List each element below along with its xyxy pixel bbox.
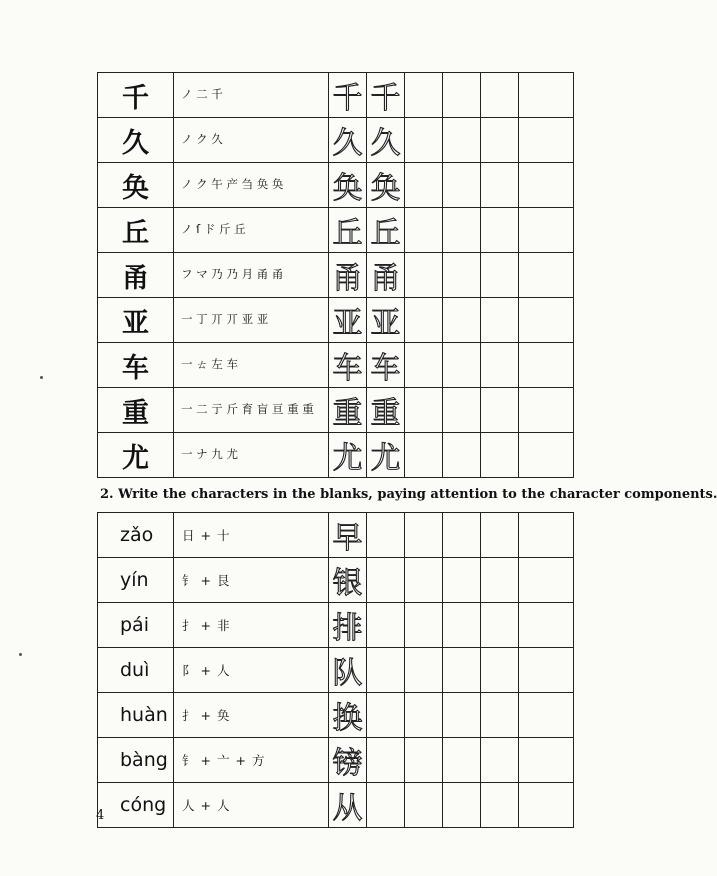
- pinyin: yín: [98, 558, 174, 603]
- trace-cell: [329, 693, 367, 738]
- component-row: [98, 603, 574, 648]
- trace-character: 尤: [332, 441, 363, 476]
- practice-cell[interactable]: [443, 73, 481, 118]
- component: 人: [182, 798, 195, 813]
- practice-cell[interactable]: [519, 603, 574, 648]
- component: 奂: [217, 708, 230, 723]
- practice-cell[interactable]: [405, 118, 443, 163]
- trace-character: 从: [332, 791, 363, 826]
- trace-character: 千: [332, 81, 363, 116]
- model-character: 甬: [98, 253, 174, 298]
- model-character: 久: [98, 118, 174, 163]
- practice-cell[interactable]: [481, 738, 519, 783]
- practice-cell[interactable]: [405, 513, 443, 558]
- component: 艮: [217, 573, 230, 588]
- trace-cell: [329, 558, 367, 603]
- trace-character: 奂: [332, 171, 363, 206]
- trace-cell-2: [367, 73, 405, 118]
- stroke-row: [98, 163, 574, 208]
- pinyin: cóng: [98, 783, 174, 828]
- practice-cell[interactable]: [519, 343, 574, 388]
- plus-sign: +: [200, 528, 211, 543]
- plus-sign: +: [200, 798, 211, 813]
- practice-cell[interactable]: [367, 558, 405, 603]
- trace-cell-2: [367, 433, 405, 478]
- practice-cell[interactable]: [443, 253, 481, 298]
- practice-cell[interactable]: [519, 783, 574, 828]
- practice-cell[interactable]: [519, 693, 574, 738]
- trace-character: 换: [332, 701, 363, 736]
- pinyin: zǎo: [98, 513, 174, 558]
- trace-cell-1: [329, 163, 367, 208]
- component: 阝: [182, 663, 195, 678]
- trace-cell: [329, 648, 367, 693]
- practice-cell[interactable]: [519, 253, 574, 298]
- practice-cell[interactable]: [405, 163, 443, 208]
- stroke-sequence: 一 二 亍 斤 育 盲 亘 重 重: [174, 388, 329, 433]
- stroke-row: [98, 73, 574, 118]
- practice-cell[interactable]: [367, 738, 405, 783]
- practice-cell[interactable]: [481, 648, 519, 693]
- trace-character: 丘: [332, 216, 363, 251]
- practice-cell[interactable]: [405, 603, 443, 648]
- practice-cell[interactable]: [443, 603, 481, 648]
- practice-cell[interactable]: [405, 73, 443, 118]
- trace-character: 银: [332, 566, 363, 601]
- stroke-sequence: 一 ㄊ 左 车: [174, 343, 329, 388]
- component: 人: [217, 663, 230, 678]
- plus-sign: +: [200, 753, 211, 768]
- practice-cell[interactable]: [519, 298, 574, 343]
- plus-sign: +: [200, 708, 211, 723]
- stroke-sequence: フ マ 乃 乃 月 甬 甬: [174, 253, 329, 298]
- model-character: 奂: [98, 163, 174, 208]
- trace-cell-1: [329, 118, 367, 163]
- practice-cell[interactable]: [443, 388, 481, 433]
- practice-cell[interactable]: [443, 738, 481, 783]
- plus-sign: +: [200, 618, 211, 633]
- trace-character: 久: [370, 126, 401, 161]
- practice-cell[interactable]: [481, 693, 519, 738]
- practice-cell[interactable]: [519, 118, 574, 163]
- practice-cell[interactable]: [519, 433, 574, 478]
- practice-cell[interactable]: [519, 513, 574, 558]
- practice-cell[interactable]: [405, 433, 443, 478]
- practice-cell[interactable]: [481, 558, 519, 603]
- practice-cell[interactable]: [367, 648, 405, 693]
- trace-cell-2: [367, 163, 405, 208]
- practice-cell[interactable]: [405, 783, 443, 828]
- component: 日: [182, 528, 195, 543]
- practice-cell[interactable]: [405, 388, 443, 433]
- component-formula: [174, 603, 329, 648]
- trace-character: 车: [370, 351, 401, 386]
- practice-cell[interactable]: [481, 388, 519, 433]
- trace-character: 镑: [332, 746, 363, 781]
- component-formula: [174, 648, 329, 693]
- component-row: [98, 513, 574, 558]
- practice-cell[interactable]: [367, 603, 405, 648]
- practice-cell[interactable]: [481, 513, 519, 558]
- practice-cell[interactable]: [481, 433, 519, 478]
- practice-cell[interactable]: [481, 163, 519, 208]
- pinyin: duì: [98, 648, 174, 693]
- stroke-sequence: ノ ク 午 产 刍 奂 奂: [174, 163, 329, 208]
- practice-cell[interactable]: [443, 513, 481, 558]
- component-formula: [174, 558, 329, 603]
- practice-cell[interactable]: [367, 513, 405, 558]
- stroke-order-table: [97, 72, 574, 478]
- trace-character: 亚: [370, 306, 401, 341]
- component-row: [98, 693, 574, 738]
- practice-cell[interactable]: [443, 118, 481, 163]
- trace-character: 重: [370, 396, 401, 431]
- practice-cell[interactable]: [405, 693, 443, 738]
- model-character: 尤: [98, 433, 174, 478]
- trace-character: 久: [332, 126, 363, 161]
- component: 人: [217, 798, 230, 813]
- practice-cell[interactable]: [519, 163, 574, 208]
- stroke-row: [98, 208, 574, 253]
- practice-cell[interactable]: [443, 648, 481, 693]
- trace-cell-1: [329, 73, 367, 118]
- pinyin: bàng: [98, 738, 174, 783]
- trace-cell: [329, 783, 367, 828]
- practice-cell[interactable]: [443, 343, 481, 388]
- practice-cell[interactable]: [443, 693, 481, 738]
- trace-cell-2: [367, 388, 405, 433]
- trace-character: 甬: [332, 261, 363, 296]
- practice-cell[interactable]: [405, 208, 443, 253]
- trace-character: 千: [370, 81, 401, 116]
- component-formula: [174, 738, 329, 783]
- stroke-sequence: ノ ク 久: [174, 118, 329, 163]
- component: 亠: [217, 753, 230, 768]
- trace-cell-2: [367, 253, 405, 298]
- trace-cell: [329, 738, 367, 783]
- pinyin: pái: [98, 603, 174, 648]
- component-formula: [174, 783, 329, 828]
- stroke-sequence: ノ ſ ド 斤 丘: [174, 208, 329, 253]
- practice-cell[interactable]: [519, 208, 574, 253]
- practice-cell[interactable]: [481, 118, 519, 163]
- practice-cell[interactable]: [405, 343, 443, 388]
- practice-cell[interactable]: [443, 558, 481, 603]
- trace-cell-1: [329, 253, 367, 298]
- trace-cell-1: [329, 208, 367, 253]
- component: 非: [217, 618, 230, 633]
- component: 扌: [182, 708, 195, 723]
- component: 十: [217, 528, 230, 543]
- stroke-row: [98, 388, 574, 433]
- stroke-sequence: 一 丁 丌 丌 亚 亚: [174, 298, 329, 343]
- stroke-row: [98, 118, 574, 163]
- stroke-row: [98, 253, 574, 298]
- component-row: [98, 783, 574, 828]
- plus-sign: +: [200, 663, 211, 678]
- trace-character: 队: [332, 656, 363, 691]
- practice-cell[interactable]: [481, 208, 519, 253]
- stroke-order-rows: [98, 73, 574, 478]
- model-character: 丘: [98, 208, 174, 253]
- practice-cell[interactable]: [405, 253, 443, 298]
- practice-cell[interactable]: [405, 558, 443, 603]
- practice-cell[interactable]: [519, 738, 574, 783]
- plus-sign: +: [200, 573, 211, 588]
- scan-speck: [40, 376, 43, 379]
- practice-cell[interactable]: [443, 208, 481, 253]
- practice-cell[interactable]: [481, 298, 519, 343]
- component-formula: [174, 513, 329, 558]
- component-formula: [174, 693, 329, 738]
- scan-speck: [19, 653, 22, 656]
- practice-cell[interactable]: [443, 433, 481, 478]
- model-character: 重: [98, 388, 174, 433]
- page-number: 4: [96, 808, 105, 823]
- trace-cell-2: [367, 208, 405, 253]
- component-row: [98, 558, 574, 603]
- practice-cell[interactable]: [481, 783, 519, 828]
- trace-character: 早: [332, 521, 363, 556]
- practice-cell[interactable]: [481, 603, 519, 648]
- practice-cell[interactable]: [481, 73, 519, 118]
- stroke-row: [98, 433, 574, 478]
- stroke-row: [98, 343, 574, 388]
- practice-cell[interactable]: [519, 388, 574, 433]
- stroke-row: [98, 298, 574, 343]
- trace-character: 排: [332, 611, 363, 646]
- practice-cell[interactable]: [405, 738, 443, 783]
- model-character: 千: [98, 73, 174, 118]
- trace-cell-1: [329, 298, 367, 343]
- section-2-title: 2. Write the characters in the blanks, paying attention to the character components.: [100, 487, 717, 502]
- practice-cell[interactable]: [481, 343, 519, 388]
- trace-character: 丘: [370, 216, 401, 251]
- trace-cell: [329, 603, 367, 648]
- component-row: [98, 738, 574, 783]
- practice-cell[interactable]: [519, 648, 574, 693]
- trace-cell-2: [367, 118, 405, 163]
- stroke-sequence: 一 ナ 九 尤: [174, 433, 329, 478]
- component-rows: [98, 513, 574, 828]
- model-character: 亚: [98, 298, 174, 343]
- practice-cell[interactable]: [443, 163, 481, 208]
- practice-cell[interactable]: [519, 73, 574, 118]
- stroke-sequence: ノ 二 千: [174, 73, 329, 118]
- practice-cell[interactable]: [481, 253, 519, 298]
- trace-character: 奂: [370, 171, 401, 206]
- component: 方: [252, 753, 265, 768]
- practice-cell[interactable]: [405, 298, 443, 343]
- trace-cell-1: [329, 388, 367, 433]
- trace-character: 重: [332, 396, 363, 431]
- trace-cell-1: [329, 433, 367, 478]
- trace-cell-2: [367, 343, 405, 388]
- component: 扌: [182, 618, 195, 633]
- component: 钅: [182, 753, 195, 768]
- practice-cell[interactable]: [519, 558, 574, 603]
- practice-cell[interactable]: [405, 648, 443, 693]
- plus-sign: +: [235, 753, 246, 768]
- component: 钅: [182, 573, 195, 588]
- practice-cell[interactable]: [443, 298, 481, 343]
- trace-cell: [329, 513, 367, 558]
- trace-cell-1: [329, 343, 367, 388]
- practice-cell[interactable]: [367, 783, 405, 828]
- pinyin: huàn: [98, 693, 174, 738]
- component-table: [97, 512, 574, 828]
- trace-character: 甬: [370, 261, 401, 296]
- trace-character: 亚: [332, 306, 363, 341]
- model-character: 车: [98, 343, 174, 388]
- component-row: [98, 648, 574, 693]
- trace-character: 尤: [370, 441, 401, 476]
- trace-character: 车: [332, 351, 363, 386]
- practice-cell[interactable]: [367, 693, 405, 738]
- trace-cell-2: [367, 298, 405, 343]
- practice-cell[interactable]: [443, 783, 481, 828]
